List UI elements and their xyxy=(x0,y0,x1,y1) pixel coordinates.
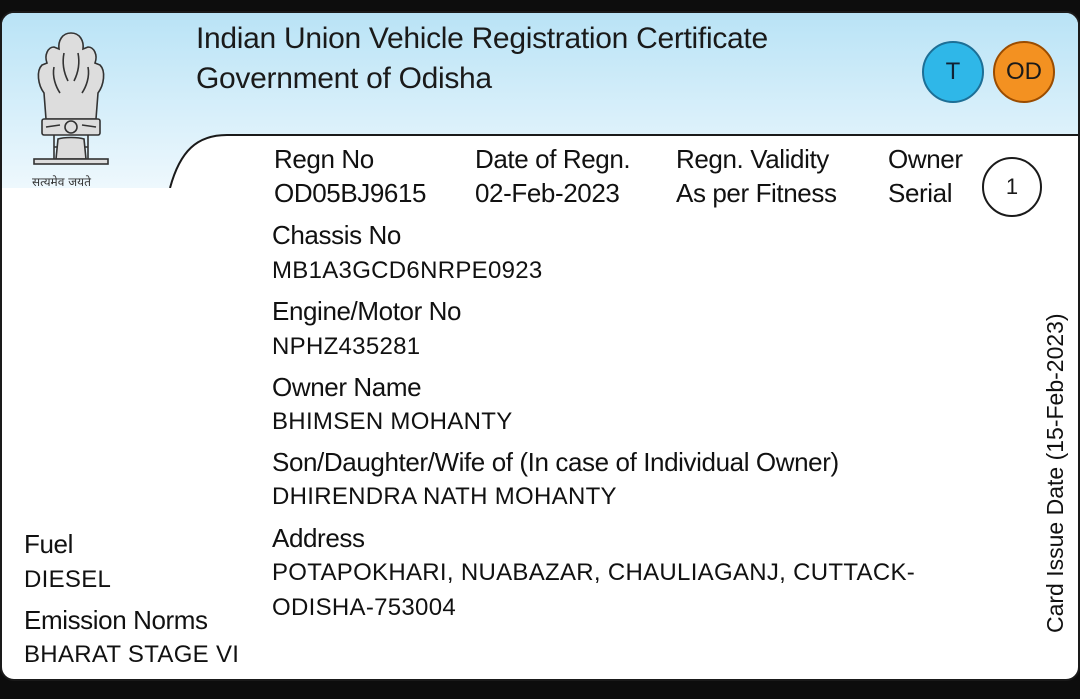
chassis-label: Chassis No xyxy=(272,220,401,250)
emission-norms-label: Emission Norms xyxy=(24,605,208,635)
regn-validity-value: As per Fitness xyxy=(676,178,837,208)
ashoka-emblem-icon xyxy=(24,27,118,167)
card-title-line2: Government of Odisha xyxy=(196,62,492,95)
owner-label: Owner xyxy=(888,144,963,174)
regn-no-label: Regn No xyxy=(274,144,374,174)
engine-label: Engine/Motor No xyxy=(272,296,462,326)
engine-value: NPHZ435281 xyxy=(272,333,421,360)
date-of-regn-value: 02-Feb-2023 xyxy=(475,178,620,208)
emblem-motto: सत्यमेव जयते xyxy=(32,175,91,189)
chassis-value: MB1A3GCD6NRPE0923 xyxy=(272,257,543,284)
owner-serial-value: 1 xyxy=(982,157,1042,217)
registration-card xyxy=(0,11,1080,681)
state-badge: OD xyxy=(993,41,1055,103)
owner-name-label: Owner Name xyxy=(272,372,422,402)
address-line1: POTAPOKHARI, NUABAZAR, CHAULIAGANJ, CUTTACK- xyxy=(272,559,916,586)
transport-badge: T xyxy=(922,41,984,103)
address-line2: ODISHA-753004 xyxy=(272,594,456,621)
card-issue-date: Card Issue Date (15-Feb-2023) xyxy=(1042,313,1068,633)
owner-name-value: BHIMSEN MOHANTY xyxy=(272,408,513,435)
regn-validity-label: Regn. Validity xyxy=(676,144,829,174)
serial-label: Serial xyxy=(888,178,953,208)
regn-no-value: OD05BJ9615 xyxy=(274,178,427,208)
card-title-line1: Indian Union Vehicle Registration Certificate xyxy=(196,22,768,55)
fuel-value: DIESEL xyxy=(24,566,112,593)
date-of-regn-label: Date of Regn. xyxy=(475,144,631,174)
relation-label: Son/Daughter/Wife of (In case of Individual Owner) xyxy=(272,447,839,477)
emission-norms-value: BHARAT STAGE VI xyxy=(24,641,240,668)
address-label: Address xyxy=(272,523,365,553)
fuel-label: Fuel xyxy=(24,529,73,559)
relation-value: DHIRENDRA NATH MOHANTY xyxy=(272,483,617,510)
